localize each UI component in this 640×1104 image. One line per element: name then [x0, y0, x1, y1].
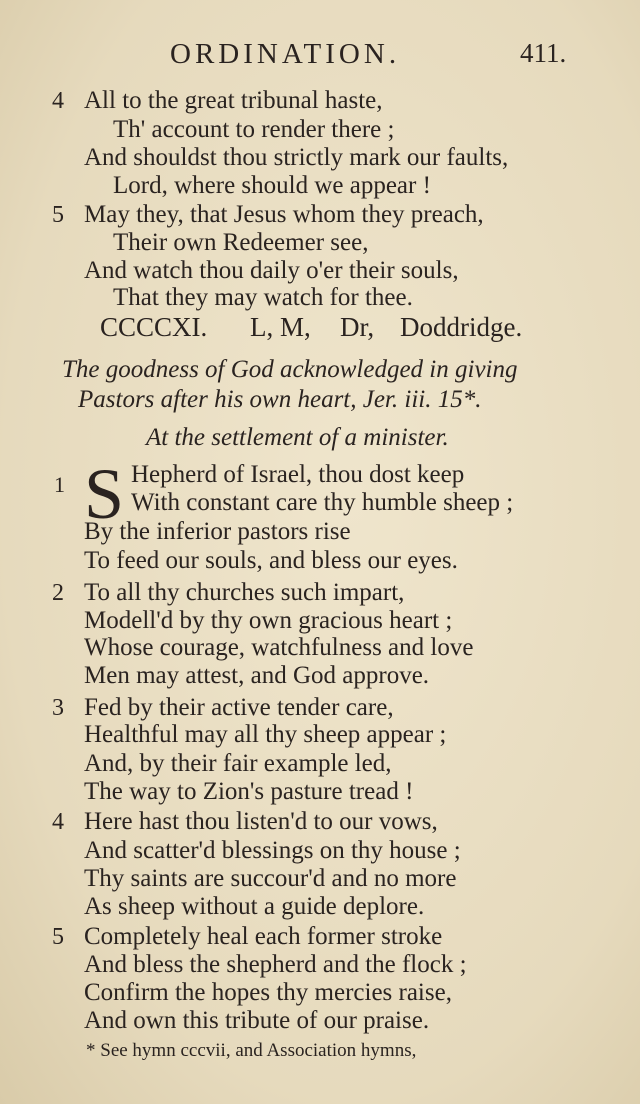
- verse-text: May they, that Jesus whom they preach,: [84, 201, 484, 228]
- verse-text: That they may watch for thee.: [113, 284, 413, 311]
- verse-text: And scatter'd blessings on thy house ;: [84, 837, 461, 864]
- verse-text: Th' account to render there ;: [113, 116, 395, 143]
- hymn-subtitle: Pastors after his own heart, Jer. iii. 15*.: [78, 386, 482, 413]
- verse-text: Whose courage, watchfulness and love: [84, 634, 474, 661]
- verse-line: [0, 546, 640, 580]
- verse-text: Hepherd of Israel, thou dost keep: [131, 461, 465, 488]
- verse-text: And, by their fair example led,: [84, 750, 392, 777]
- verse-text: Men may attest, and God approve.: [84, 662, 430, 689]
- hymn-author-prefix: Dr,: [340, 312, 375, 342]
- verse-text: And shouldst thou strictly mark our faults,: [84, 144, 509, 171]
- verse-line: [0, 1006, 640, 1040]
- page-number: 411.: [520, 38, 567, 68]
- verse-text: Their own Redeemer see,: [113, 229, 369, 256]
- verse-text: Here hast thou listen'd to our vows,: [84, 808, 438, 835]
- verse-number: 4: [52, 809, 64, 835]
- hymn-subtitle: The goodness of God acknowledged in giving: [62, 356, 518, 383]
- running-title: ORDINATION.: [170, 38, 401, 70]
- verse-line: [0, 892, 640, 926]
- verse-text: With constant care thy humble sheep ;: [131, 489, 514, 516]
- hymn-heading: [100, 312, 640, 352]
- verse-number: 4: [52, 88, 64, 114]
- verse-text: And own this tribute of our praise.: [84, 1007, 430, 1034]
- verse-text: By the inferior pastors rise: [84, 518, 351, 545]
- hymn-number: CCCCXI.: [100, 312, 208, 342]
- verse-text: Thy saints are succour'd and no more: [84, 865, 457, 892]
- verse-number: 5: [52, 924, 64, 950]
- verse-text: All to the great tribunal haste,: [84, 87, 383, 114]
- verse-text: The way to Zion's pasture tread !: [84, 778, 414, 805]
- verse-text: Completely heal each former stroke: [84, 923, 443, 950]
- verse-text: As sheep without a guide deplore.: [84, 893, 425, 920]
- verse-line: [0, 777, 640, 811]
- verse-text: Modell'd by thy own gracious heart ;: [84, 607, 453, 634]
- verse-number: 2: [52, 580, 64, 606]
- verse-text: To all thy churches such impart,: [84, 579, 405, 606]
- verse-text: Healthful may all thy sheep appear ;: [84, 721, 447, 748]
- verse-line: [0, 661, 640, 695]
- footnote: * See hymn cccvii, and Association hymns,: [86, 1040, 417, 1061]
- page-header: [0, 34, 640, 74]
- hymn-occasion: At the settlement of a minister.: [146, 424, 449, 451]
- verse-number: 3: [52, 695, 64, 721]
- verse-text: And bless the shepherd and the flock ;: [84, 951, 467, 978]
- verse-text: Lord, where should we appear !: [113, 172, 431, 199]
- verse-text: And watch thou daily o'er their souls,: [84, 257, 459, 284]
- hymn-meter: L, M,: [250, 312, 311, 342]
- verse-number: 1: [54, 472, 65, 497]
- verse-text: Confirm the hopes thy mercies raise,: [84, 979, 452, 1006]
- hymn-author: Doddridge.: [400, 312, 523, 342]
- drop-cap: S: [84, 454, 125, 534]
- verse-text: Fed by their active tender care,: [84, 694, 394, 721]
- verse-text: To feed our souls, and bless our eyes.: [84, 547, 458, 574]
- verse-number: 5: [52, 202, 64, 228]
